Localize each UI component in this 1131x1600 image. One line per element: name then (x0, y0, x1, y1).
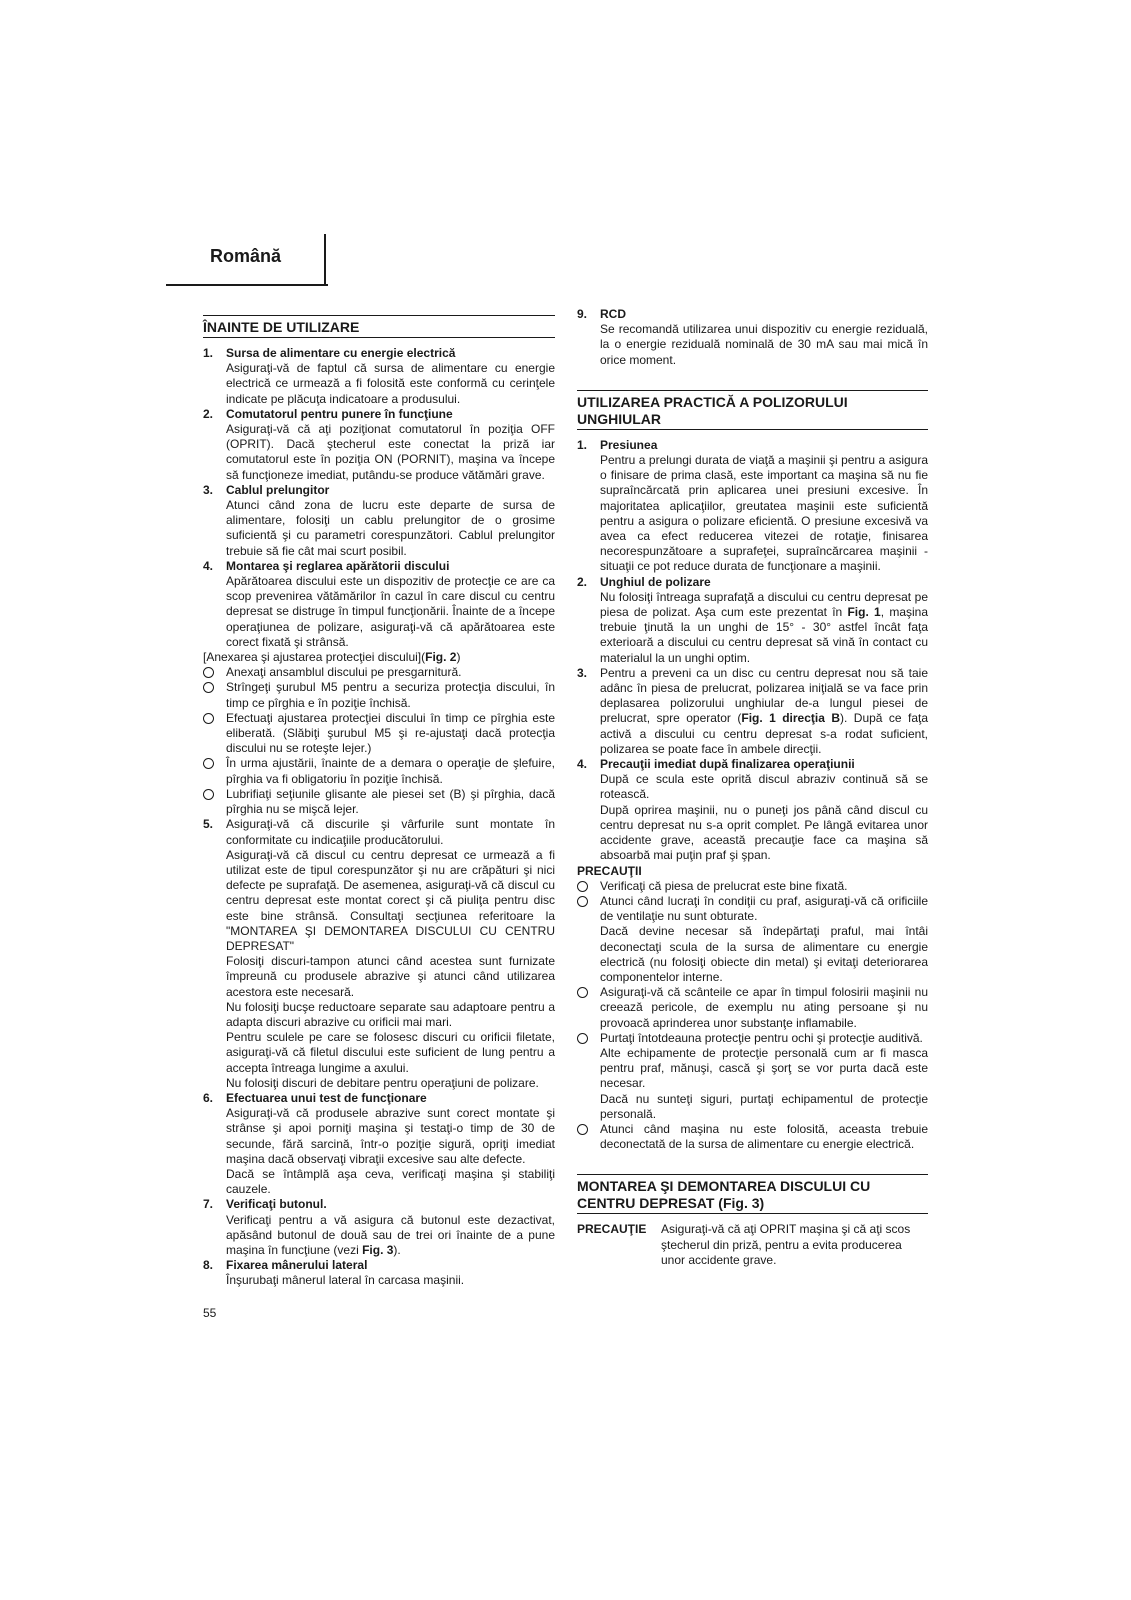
bullet-text: Atunci când lucraţi în condiţii cu praf, asiguraţi-vă că orificiile de ventilaţie nu sunt obturate. (600, 893, 928, 924)
annex-fig-ref: Fig. 2 (425, 650, 457, 665)
section-title-mounting-disc: MONTAREA ŞI DEMONTAREA DISCULUI CU CENTRU DEPRESAT (Fig. 3) (577, 1174, 928, 1214)
item-number: 6. (203, 1090, 214, 1105)
item-title: Sursa de alimentare cu energie electrică (226, 346, 456, 360)
list-item-power-source (203, 346, 555, 407)
paragraph-tail: ). După ce faţa activă a discului cu centru depresat s-a rodat suficient, polizarea se poate face în ambele direcţii. (600, 711, 929, 756)
section-title-before-use: ÎNAINTE DE UTILIZARE (203, 315, 555, 338)
bullet-item (577, 1031, 928, 1122)
right-column (577, 307, 928, 1268)
item-paragraph (226, 1213, 555, 1259)
bullet-item (203, 787, 555, 817)
bullet-item (203, 665, 555, 680)
circle-bullet-icon (577, 1033, 588, 1044)
circle-bullet-icon (203, 789, 214, 800)
bullet-text: Efectuaţi ajustarea protecţiei discului în timp ce pîrghia este eliberată. (Slăbiţi şurubul M5 şi re-ajustaţi dacă protecţia discului nu se roteşte lejer.) (226, 710, 555, 756)
list-item-grinding-angle (577, 575, 928, 666)
item-paragraph: Asiguraţi-vă că discul cu centru depresat ce urmează a fi utilizat este de tipul corespunzător şi nu are crăpături şi nici defecte pe suprafaţă. De asemenea, asiguraţi-vă că discul cu centru depresat este montat corect şi că piuliţa pentru disc este bine strânsă. Consultaţi secţiunea referitoare la "MONTAREA ŞI DEMONTAREA DISCULUI CU CENTRU DEPRESAT" (226, 847, 555, 953)
item-paragraph (600, 666, 928, 757)
annex-text: [Anexarea şi ajustarea protecţiei discului]( (203, 650, 426, 665)
paragraph-text: Pentru a preveni ca un disc cu centru depresat nou să taie adânc în piesa de prelucrat, polizarea iniţială se va face prin deplasarea polizorului unghiular de-a lungul piesei de prelucrat, spre operator ( (600, 665, 928, 726)
list-item-switch (203, 407, 555, 483)
bullet-text: Asiguraţi-vă că scânteile ce apar în timpul folosirii maşinii nu creează pericole, de exemplu nu ating persoane şi nu provoacă aprinderea unor substanţe inflamabile. (600, 985, 928, 1030)
item-title: Fixarea mânerului lateral (226, 1258, 368, 1273)
fig-ref: Fig. 1 direcţia B (741, 711, 841, 726)
item-title: Montarea şi reglarea apărătorii discului (226, 558, 450, 573)
item-title: Precauţii imediat după finalizarea operaţiunii (600, 757, 855, 772)
paragraph-tail: ). (393, 1242, 401, 1257)
language-tab (166, 234, 326, 286)
circle-bullet-icon (577, 1124, 588, 1135)
item-paragraph: Pentru a prelungi durata de viaţă a maşinii şi pentru a asigura o finisare de prima clasă, este important ca maşina să nu fie supraîncărcată prin aplicarea unei presiuni excesive. În majoritatea aplicaţiilor, greutatea maşinii este suficientă pentru a asigura o polizare eficientă. O presiune excesivă va avea ca efect reducerea vitezei de rotaţie, finisarea necorespunzătoare a suprafeţei, supraîncărcarea maşinii - situaţii ce pot reduce durata de funcţionare a maşinii. (600, 453, 928, 574)
fig-ref: Fig. 3 (362, 1242, 394, 1257)
bullet-text: Strîngeţi şurubul M5 pentru a securiza protecţia discului, în timp ce pîrghia e în poziţie închisă. (226, 680, 555, 710)
list-item-after-operation (577, 757, 928, 863)
item-paragraph: Asiguraţi-vă că discurile şi vârfurile sunt montate în conformitate cu indicaţiile producătorului. (226, 817, 555, 847)
item-paragraph: Apărătoarea discului este un dispozitiv de protecţie ce are ca scop prevenirea vătămărilor în cazul în care discul cu centru depresat se distruge în timpul funcţionării. Înainte de a începe operaţiunea de polizare, asiguraţi-vă că apărătoarea este corect fixată şi strânsă. (226, 574, 555, 649)
item-title: Presiunea (600, 437, 658, 452)
item-paragraph: Dacă se întâmplă aşa ceva, verificaţi maşina şi stabiliţi cauzele. (226, 1166, 555, 1197)
item-title: Verificaţi butonul. (226, 1197, 327, 1212)
item-paragraph: Nu folosiţi discuri de debitare pentru operaţiuni de polizare. (226, 1075, 539, 1090)
bullet-text: În urma ajustării, înainte de a demara o operaţie de şlefuire, pîrghia va fi obligatoriu în poziţie închisă. (226, 756, 555, 786)
list-item-check-button (203, 1197, 555, 1258)
item-number: 5. (203, 817, 214, 832)
item-title: Cablul prelungitor (226, 482, 330, 497)
annex-close: ) (456, 650, 461, 665)
circle-bullet-icon (203, 758, 214, 769)
caution-block (577, 1222, 928, 1268)
tab-horizontal-rule (166, 284, 328, 286)
bullet-text: Atunci când maşina nu este folosită, aceasta trebuie deconectată de la sursa de alimentare cu energie electrică. (600, 1121, 928, 1152)
bullet-text: Dacă devine necesar să îndepărtaţi praful, mai întâi deconectaţi scula de la sursa de alimentare cu energie electrică (nu folosiţi obiecte din metal) şi evitaţi deteriorarea componentelor interne. (600, 924, 928, 984)
page-number: 55 (203, 1306, 217, 1320)
item-paragraph: Înşurubaţi mânerul lateral în carcasa maşinii. (226, 1273, 465, 1288)
item-number: 3. (203, 482, 214, 497)
item-number: 2. (203, 406, 214, 421)
bullet-text: Verificaţi că piesa de prelucrat este bine fixată. (600, 878, 848, 893)
caution-label: PRECAUŢIE (577, 1222, 647, 1237)
precautions-label: PRECAUŢII (577, 863, 642, 878)
item-number: 1. (577, 437, 588, 452)
item-paragraph: Asiguraţi-vă de faptul că sursa de alimentare cu energie electrică ce urmează a fi folosită este conformă cu cerinţele indicate pe plăcuţa indicatoare a produsului. (226, 361, 555, 406)
left-column (203, 315, 555, 1289)
item-number: 4. (577, 757, 588, 772)
spacer (577, 368, 928, 390)
section-title-practical-use: UTILIZAREA PRACTICĂ A POLIZORULUI UNGHIULAR (577, 390, 928, 430)
list-item-pressure (577, 438, 928, 575)
bullet-item (577, 894, 928, 985)
circle-bullet-icon (577, 987, 588, 998)
bullet-text: Lubrifiaţi seţiunile glisante ale piesei set (B) şi pîrghia, dacă pîrghia nu se mişcă lejer. (226, 786, 555, 817)
item-paragraph: După oprirea maşinii, nu o puneţi jos până când discul cu centru depresat nu s-a oprit complet. Pe lângă evitarea unor accidente grave, această precauţie face ca maşina să absoarbă mai puţin praf şi şpan. (600, 802, 928, 863)
item-paragraph: Pentru sculele pe care se folosesc discuri cu orificii filetate, asiguraţi-vă că filetul discului este suficient de lung pentru a accepta întreaga lungime a axului. (226, 1030, 555, 1075)
item-paragraph: După ce scula este oprită discul abraziv continuă să se rotească. (600, 772, 928, 802)
circle-bullet-icon (577, 881, 588, 892)
item-number: 2. (577, 574, 588, 589)
paragraph-tail: , maşina trebuie ţinută la un unghi de 15° - 30° astfel încât faţa exterioară a discului cu centru depresat să vină în contact cu materialul la un unghi optim. (600, 605, 929, 665)
item-paragraph: Se recomandă utilizarea unui dispozitiv cu energie reziduală, la o energie reziduală nominală de 30 mA sau mai mică în orice moment. (600, 322, 928, 367)
item-paragraph: Asiguraţi-vă că produsele abrazive sunt corect montate şi strânse şi apoi porniţi maşina şi testaţi-o timp de 30 de secunde, fără sarcină, într-o poziţie sigură, opriţi imediat maşina dacă observaţi vibraţii excesive sau alte defecte. (226, 1106, 555, 1166)
list-item-discs-mounting (203, 817, 555, 1091)
bullet-item (203, 711, 555, 757)
bullet-item (203, 756, 555, 786)
circle-bullet-icon (203, 682, 214, 693)
item-number: 3. (577, 665, 588, 680)
list-item-side-handle (203, 1258, 555, 1288)
item-number: 9. (577, 307, 588, 321)
paragraph-text: Verificaţi pentru a vă asigura că butonul este dezactivat, apăsând butonul de două sau de trei ori înainte de a pune maşina în funcţiune (vezi (226, 1212, 555, 1257)
item-number: 8. (203, 1258, 214, 1273)
item-paragraph: Nu folosiţi bucşe reductoare separate sau adaptoare pentru a adapta discuri abrazive cu orificii mai mari. (226, 999, 555, 1029)
list-item-new-disc (577, 666, 928, 757)
spacer (577, 1152, 928, 1174)
list-item-extension-cord (203, 483, 555, 559)
bullet-item (577, 879, 928, 894)
item-number: 1. (203, 346, 214, 360)
item-title: Unghiul de polizare (600, 574, 711, 589)
bullet-item (203, 680, 555, 710)
list-item-rcd (577, 307, 928, 368)
bullet-item (577, 1122, 928, 1152)
item-number: 7. (203, 1197, 214, 1212)
circle-bullet-icon (203, 667, 214, 678)
list-item-trial-run (203, 1091, 555, 1197)
annex-heading (203, 650, 555, 665)
circle-bullet-icon (203, 713, 214, 724)
bullet-text: Dacă nu sunteţi siguri, purtaţi echipamentul de protecţie personală. (600, 1091, 928, 1121)
circle-bullet-icon (577, 896, 588, 907)
tab-vertical-rule (324, 234, 326, 286)
list-item-wheel-guard (203, 559, 555, 650)
item-paragraph (600, 590, 928, 666)
item-title: RCD (600, 307, 626, 321)
bullet-text: Purtaţi întotdeauna protecţie pentru ochi şi protecţie auditivă. (600, 1030, 923, 1045)
item-paragraph: Folosiţi discuri-tampon atunci când acestea sunt furnizate împreună cu produsele abrazive şi atunci când utilizarea acestora este necesară. (226, 954, 555, 999)
paragraph-text: Nu folosiţi întreaga suprafaţă a discului cu centru depresat pe piesa de polizat. Aşa cum este prezentat în (600, 589, 928, 620)
bullet-text: Anexaţi ansamblul discului pe presgarnitură. (226, 665, 462, 680)
fig-ref: Fig. 1 (847, 605, 881, 620)
bullet-item (577, 985, 928, 1031)
item-paragraph: Asiguraţi-vă că aţi poziţionat comutatorul în poziţia OFF (OPRIT). Dacă ştecherul este conectat la priză iar comutatorul este în poziţia ON (PORNIT), maşina va începe să funcţioneze imediat, putându-se produce vătămări grave. (226, 422, 555, 482)
item-paragraph: Atunci când zona de lucru este departe de sursa de alimentare, folosiţi un cablu prelungitor de o grosime suficientă şi cu parametri corespunzători. Cablul prelungitor trebuie să fie cât mai scurt posibil. (226, 498, 555, 558)
bullet-text: Alte echipamente de protecţie personală cum ar fi masca pentru praf, mănuşi, cască şi şorţ se vor purta dacă este necesar. (600, 1045, 928, 1091)
language-label: Română (210, 246, 282, 266)
caution-text: Asiguraţi-vă că aţi OPRIT maşina şi că aţi scos ştecherul din priză, pentru a evita producerea unor accidente grave. (661, 1222, 911, 1267)
item-number: 4. (203, 558, 214, 573)
item-title: Comutatorul pentru punere în funcţiune (226, 406, 453, 421)
item-title: Efectuarea unui test de funcţionare (226, 1090, 427, 1105)
